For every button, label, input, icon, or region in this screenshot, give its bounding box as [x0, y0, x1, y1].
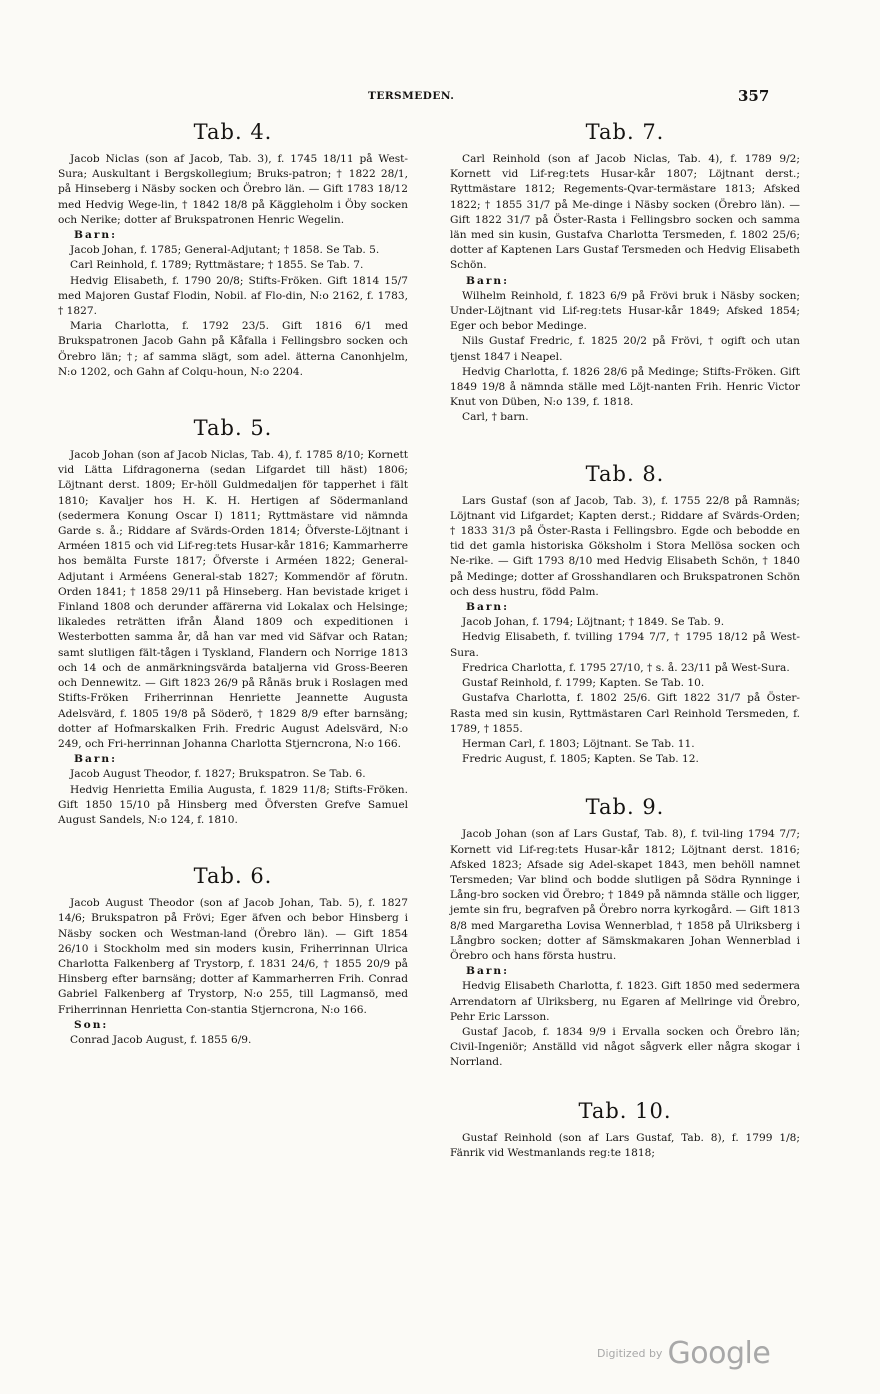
- tab-6-child: Conrad Jacob August, f. 1855 6/9.: [70, 1033, 252, 1046]
- tab-7-child: Carl, † barn.: [462, 411, 529, 424]
- tab-8-child: Herman Carl, f. 1803; Löjtnant. Se Tab. 11.: [462, 737, 695, 750]
- tab-6-son-label: Son:: [74, 1018, 109, 1031]
- spacer: [58, 380, 408, 414]
- tab-7-child: Hedvig Charlotta, f. 1826 28/6 på Medinge; Stifts-Fröken. Gift 1849 19/8 å nämnda ställe med Löjt-nanten Frih. Henric Victor Knut von Düben, N:o 139, f. 1818.: [450, 365, 800, 409]
- tab-8-child: Jacob Johan, f. 1794; Löjtnant; † 1849. Se Tab. 9.: [462, 616, 725, 629]
- tab-5-barn-label: Barn:: [74, 753, 118, 766]
- tab-4-text: Jacob Niclas (son af Jacob, Tab. 3), f. 1745 18/11 på West-Sura; Auskultant i Bergskollegium; Bruks-patron; † 1822 28/1, på Hinseberg i Näsby socken och Örebro län. — Gift 1783 18/12 med Hedvig Wege-lin, † 1842 18/8 på Käggleholm i Öby socken och Nerike; dotter af Brukspatronen Henric Wegelin.: [58, 153, 408, 226]
- tab-6-heading: Tab. 6.: [193, 864, 273, 889]
- tab-7-barn-label: Barn:: [466, 274, 510, 287]
- tab-5-heading: Tab. 5.: [193, 416, 273, 441]
- digitized-label: Digitized by: [597, 1347, 663, 1360]
- spacer: [450, 426, 800, 460]
- tab-4-child: Maria Charlotta, f. 1792 23/5. Gift 1816 6/1 med Brukspatronen Jacob Gahn på Kåfalla i Fellingsbro socken och Örebro län; †; af samma slägt, som adel. ätterna Canonhjelm, N:o 1202, och Gahn af Colqu-houn, N:o 2204.: [58, 320, 408, 378]
- tab-8-child: Fredrica Charlotta, f. 1795 27/10, † s. å. 23/11 på West-Sura.: [462, 661, 790, 674]
- tab-6-section: [58, 862, 408, 1048]
- running-title: TERSMEDEN.: [368, 90, 455, 102]
- spacer: [58, 828, 408, 862]
- tab-8-section: [450, 460, 800, 768]
- digitized-watermark: [597, 1336, 770, 1371]
- tab-5-section: [58, 414, 408, 828]
- google-logo: Google: [667, 1336, 771, 1371]
- tab-7-heading: Tab. 7.: [585, 120, 665, 144]
- tab-7-child: Nils Gustaf Fredric, f. 1825 20/2 på Frövi, † ogift och utan tjenst 1847 i Neapel.: [450, 335, 800, 363]
- tab-8-child: Hedvig Elisabeth, f. tvilling 1794 7/7, † 1795 18/12 på West-Sura.: [450, 631, 800, 659]
- tab-5-child: Hedvig Henrietta Emilia Augusta, f. 1829 11/8; Stifts-Fröken. Gift 1850 15/10 på Hinsberg med Öfversten Grefve Samuel August Sandels, N:o 124, f. 1810.: [58, 783, 408, 826]
- tab-9-child: Hedvig Elisabeth Charlotta, f. 1823. Gift 1850 med sedermera Arrendatorn af Ulriksberg, nu Egaren af Mellringe vid Örebro, Pehr Eric Larsson.: [450, 980, 800, 1023]
- spacer: [450, 767, 800, 793]
- tab-10-section: [450, 1097, 800, 1161]
- tab-8-barn-label: Barn:: [466, 601, 510, 614]
- tab-4-child: Carl Reinhold, f. 1789; Ryttmästare; † 1855. Se Tab. 7.: [70, 259, 364, 272]
- tab-8-child: Fredric August, f. 1805; Kapten. Se Tab. 12.: [462, 753, 699, 766]
- tab-7-text: Carl Reinhold (son af Jacob Niclas, Tab. 4), f. 1789 9/2; Kornett vid Lif-reg:tets Husar-kår 1807; Löjtnant derst.; Ryttmästare 1812; Regements-Qvar-termästare 1813; Afsked 1822; † 1855 31/7 på Me-dinge i Näsby socken (Örebro län). — Gift 1822 31/7 på Öster-Rasta i Fellingsbro socken och samma län med sin kusin, Gustafva Charlotta Tersmeden, f. 1802 25/6; dotter af Kaptenen Lars Gustaf Tersmeden och Hedvig Elisabeth Schön.: [450, 153, 800, 272]
- tab-7-child: Wilhelm Reinhold, f. 1823 6/9 på Frövi bruk i Näsby socken; Under-Löjtnant vid Lif-reg:tets Husar-kår 1849; Afsked 1854; Eger och bebor Medinge.: [450, 289, 800, 333]
- tab-4-heading: Tab. 4.: [193, 120, 273, 144]
- tab-4-child: Jacob Johan, f. 1785; General-Adjutant; † 1858. Se Tab. 5.: [70, 244, 380, 257]
- page-header: [0, 87, 880, 110]
- tab-8-text: Lars Gustaf (son af Jacob, Tab. 3), f. 1755 22/8 på Ramnäs; Löjtnant vid Lifgardet; Kapten derst.; Riddare af Svärds-Orden; † 1833 31/3 på Öster-Rasta i Fellingsbro. Egde och bebodde en tid det gamla historiska Göksholm i Stora Mellösa socken och Ne-rike. — Gift 1793 8/10 med Hedvig Elisabeth Schön, † 1840 på Medinge; dotter af Grosshandlaren och Brukspatronen Schön och dess hustru, född Palm.: [450, 494, 800, 598]
- tab-10-heading: Tab. 10.: [578, 1098, 672, 1123]
- tab-8-heading: Tab. 8.: [585, 461, 665, 486]
- tab-9-section: [450, 793, 800, 1070]
- tab-4-section: [58, 118, 408, 380]
- tab-4-barn-label: Barn:: [74, 229, 118, 242]
- spacer: [450, 1071, 800, 1097]
- tab-8-child: Gustafva Charlotta, f. 1802 25/6. Gift 1822 31/7 på Öster-Rasta med sin kusin, Ryttmästaren Carl Reinhold Tersmeden, f. 1789, † 1855.: [450, 692, 800, 735]
- page-number: 357: [738, 87, 770, 105]
- tab-5-child: Jacob August Theodor, f. 1827; Brukspatron. Se Tab. 6.: [70, 768, 366, 781]
- tab-9-barn-label: Barn:: [466, 965, 510, 978]
- tab-9-heading: Tab. 9.: [585, 795, 665, 820]
- tab-8-child: Gustaf Reinhold, f. 1799; Kapten. Se Tab. 10.: [462, 677, 705, 690]
- tab-6-text: Jacob August Theodor (son af Jacob Johan, Tab. 5), f. 1827 14/6; Brukspatron på Frövi; Eger äfven och bebor Hinsberg i Näsby socken och Westman-land (Örebro län). — Gift 1854 26/10 i Stockholm med sin moders kusin, Friherrinnan Ulrica Charlotta Falkenberg af Trystorp, f. 1831 24/6, † 1855 20/9 på Hinsberg efter barnsäng; dotter af Kammarherren Frih. Conrad Gabriel Falkenberg af Trystorp, N:o 255, till Lagmansö, med Friherrinnan Henrietta Con-stantia Stjerncrona, N:o 166.: [58, 897, 408, 1016]
- tab-9-text: Jacob Johan (son af Lars Gustaf, Tab. 8), f. tvil-ling 1794 7/7; Kornett vid Lif-reg:tets Husar-kår 1812; Löjtnant derst. 1816; Afsked 1823; Afsade sig Adel-skapet 1843, men behöll namnet Tersmeden; Var blind och bodde slutligen på Södra Rynninge i Lång-bro socken vid Örebro; † 1849 på nämnda ställe och ligger, jemte sin fru, begrafven på Örebro norra kyrkogård. — Gift 1813 8/8 med Margaretha Lovisa Wennerblad, † 1858 på Ulriksberg i Långbro socken; dotter af Sämskmakaren Johan Wennerblad i Örebro och hans första hustru.: [450, 828, 800, 962]
- tab-9-child: Gustaf Jacob, f. 1834 9/9 i Ervalla socken och Örebro län; Civil-Ingeniör; Anställd vid något sågverk eller några skogar i Norrland.: [450, 1025, 800, 1069]
- tab-10-text: Gustaf Reinhold (son af Lars Gustaf, Tab. 8), f. 1799 1/8; Fänrik vid Westmanlands reg:te 1818;: [450, 1131, 800, 1159]
- left-column: [58, 118, 408, 1048]
- tab-4-child: Hedvig Elisabeth, f. 1790 20/8; Stifts-Fröken. Gift 1814 15/7 med Majoren Gustaf Flodin, Nobil. af Flo-din, N:o 2162, f. 1783, † 1827.: [58, 274, 408, 318]
- right-column: [450, 118, 800, 1161]
- tab-7-section: [450, 118, 800, 426]
- tab-5-text: Jacob Johan (son af Jacob Niclas, Tab. 4), f. 1785 8/10; Kornett vid Lätta Lifdragonerna (sedan Lifgardet till häst) 1806; Löjtnant derst. 1809; Er-höll Guldmedaljen för tapperhet i fält 1810; Kavaljer hos H. K. H. Hertigen af Södermanland (sedermera Konung Oscar I) 1811; Ryttmästare vid nämnda Garde s. å.; Riddare af Svärds-Orden 1814; Öfverste-Löjtnant i Arméen 1815 och vid Lif-reg:tets Husar-kår 1816; Kammarherre hos bemälta Furste 1817; Öfverste i Arméen 1822; General-Adjutant i Arméens General-stab 1827; Kommendör af förutn. Orden 1841; † 1858 29/11 på Hinseberg. Han bevistade kriget i Finland 1808 och derunder affärerna vid Lokalax och Helsinge; likaledes reträtten ifrån Åland 1809 och expeditionen i Westerbotten samma år, då han var med vid Säfvar och Ratan; samt slutligen fält-tågen i Tyskland, Flandern och Norrige 1813 och 14 och de anmärkningsvärda bataljerna vid Gross-Beeren och Dennewitz. — Gift 1823 26/9 på Rånäs bruk i Roslagen med Stifts-Fröken Friherrinnan Henriette Jeannette Augusta Adelsvärd, f. 1805 19/8 på Söderö, † 1829 8/9 efter barnsäng; dotter af Hofmarskalken Frih. Fredric August Adelsvärd, N:o 249, och Fri-herrinnan Johanna Charlotta Stjerncrona, N:o 166.: [58, 449, 408, 750]
